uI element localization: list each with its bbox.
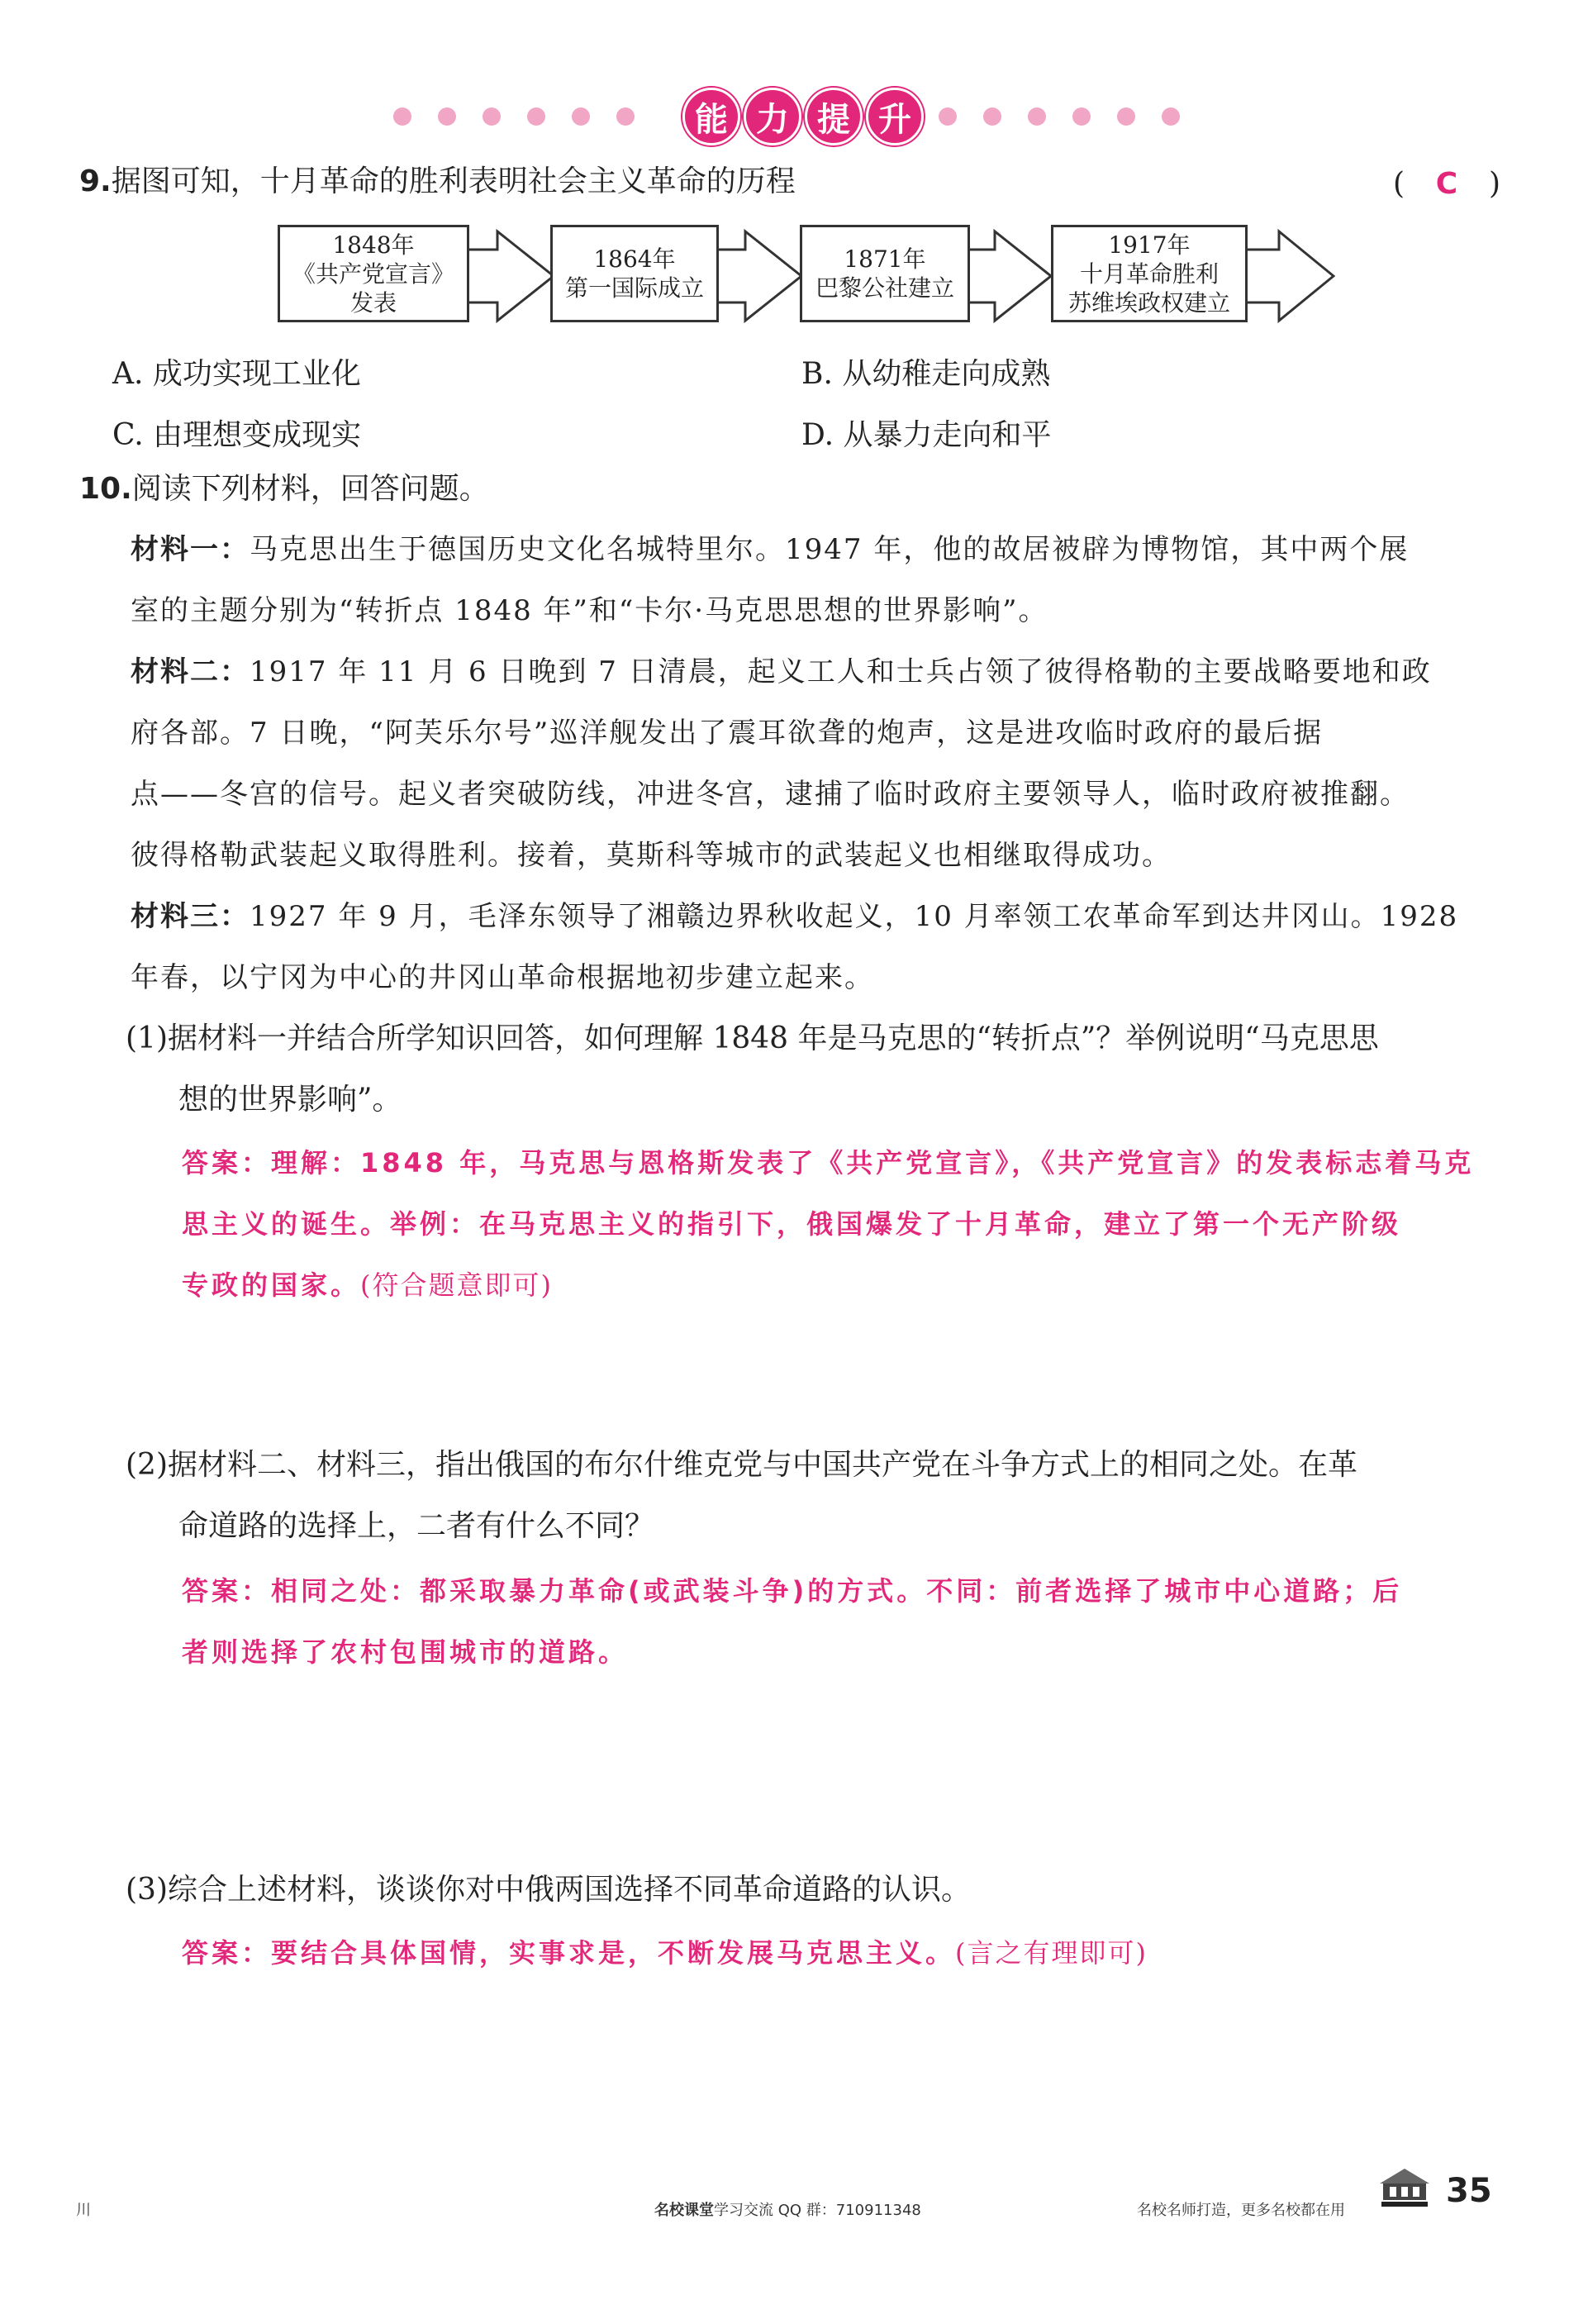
timeline-box-1917: 1917年 十月革命胜利 苏维埃政权建立: [1051, 225, 1248, 322]
title-char: 提: [805, 88, 863, 145]
footer-left-mark: 川: [76, 2202, 91, 2219]
q9-option-c: C. 由理想变成现实: [112, 418, 362, 452]
subquestion-3: (3)综合上述材料，谈谈你对中俄两国选择不同革命道路的认识。: [126, 1873, 971, 1907]
arrow-shape: [464, 231, 554, 321]
q9-option-b: B. 从幼稚走向成熟: [801, 357, 1051, 391]
title-char: 力: [744, 88, 801, 145]
section-header: [0, 88, 1588, 145]
q9-option-a: A. 成功实现工业化: [112, 357, 361, 391]
timeline-box-1848: 1848年 《共产党宣言》 发表: [278, 225, 469, 322]
answer-2: 答案：相同之处：都采取暴力革命(或武装斗争)的方式。不同：前者选择了城市中心道路；后 者则选择了农村包围城市的道路。: [182, 1575, 1403, 1668]
material-1: 材料一：马克思出生于德国历史文化名城特里尔。1947 年，他的故居被辟为博物馆，其中两个展 室的主题分别为“转折点 1848 年”和“卡尔·马克思思想的世界影响”。: [131, 533, 1410, 627]
decor-dots-left: [393, 88, 635, 145]
subquestion-2: (2)据材料二、材料三，指出俄国的布尔什维克党与中国共产党在斗争方式上的相同之处。在革 命道路的选择上，二者有什么不同？: [126, 1448, 1357, 1543]
decor-dots-right: [939, 88, 1180, 145]
q9-answer-box: ( C ): [1393, 167, 1500, 201]
material-2: 材料二：1917 年 11 月 6 日晚到 7 日清晨，起义工人和士兵占领了彼得格勒的主要战略要地和政 府各部。7 日晚，“阿芙乐尔号”巡洋舰发出了震耳欲聋的炮声，这是进攻临时政府的最后据 点——冬宫的信号。起义者突破防线，冲进冬宫，逮捕了临时政府主要领导人，临时政府被推翻。 彼得格勒武装起义取得胜利。接着，莫斯科等城市的武装起义也相继取得成功。: [131, 655, 1432, 872]
material-3: 材料三：1927 年 9 月，毛泽东领导了湘赣边界秋收起义，10 月率领工农革命军到达井冈山。1928 年春，以宁冈为中心的井冈山革命根据地初步建立起来。: [131, 900, 1459, 994]
q9-option-d: D. 从暴力走向和平: [801, 418, 1052, 452]
arrow-shape: [965, 231, 1051, 321]
q9-answer: C: [1435, 167, 1458, 201]
section-title: [682, 88, 924, 145]
arrow-shape: [714, 231, 801, 321]
arrow-shape: [1243, 231, 1334, 321]
timeline-box-1871: 1871年 巴黎公社建立: [800, 225, 970, 322]
q9-stem: 9.据图可知，十月革命的胜利表明社会主义革命的历程: [79, 164, 796, 198]
footer-center: 名校课堂学习交流 QQ 群：710911348: [654, 2202, 921, 2219]
title-char: 能: [682, 88, 740, 145]
answer-3: 答案：要结合具体国情，实事求是，不断发展马克思主义。(言之有理即可): [182, 1937, 1148, 1969]
timeline-box-1864: 1864年 第一国际成立: [550, 225, 719, 322]
timeline-diagram: [278, 225, 1335, 327]
page-number: 35: [1446, 2172, 1492, 2210]
subquestion-1: (1)据材料一并结合所学知识回答，如何理解 1848 年是马克思的“转折点”？举例说明“马克思思 想的世界影响”。: [126, 1022, 1379, 1117]
q10-stem: 10.阅读下列材料，回答问题。: [79, 472, 489, 506]
answer-1: 答案：理解：1848 年，马克思与恩格斯发表了《共产党宣言》，《共产党宣言》的发表标志着马克 思主义的诞生。举例：在马克思主义的指引下，俄国爆发了十月革命，建立了第一个无产阶级 专政的国家。(符合题意即可): [182, 1147, 1475, 1301]
title-char: 升: [866, 88, 924, 145]
footer-slogan: 名校名师打造，更多名校都在用: [1137, 2202, 1345, 2219]
publisher-logo-icon: [1378, 2165, 1431, 2208]
